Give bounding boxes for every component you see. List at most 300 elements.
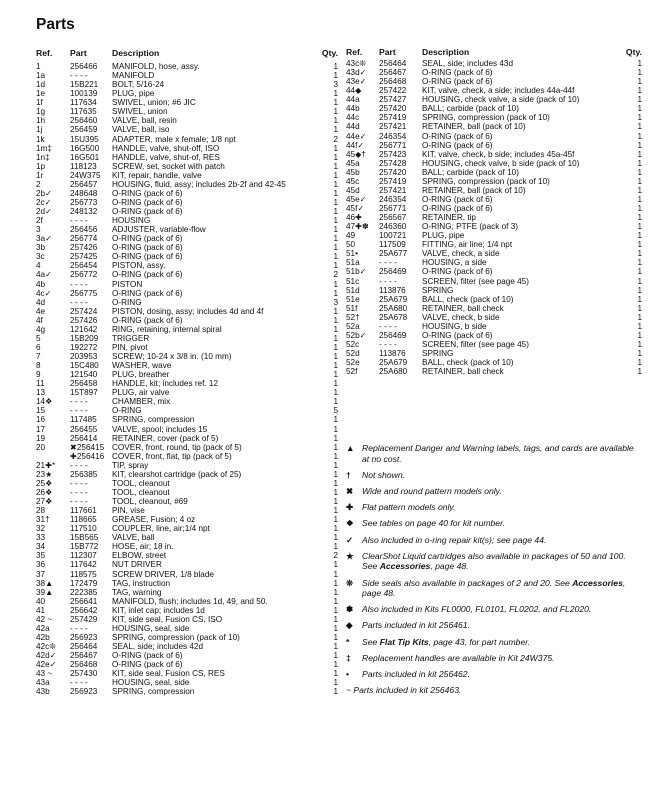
description-cell: PISTON	[112, 279, 143, 289]
description-cell: TAG, instruction	[112, 578, 171, 588]
footnote	[346, 637, 642, 648]
part-cell: 256467	[379, 68, 407, 78]
qty-cell: 1	[637, 122, 642, 132]
table-row	[36, 325, 338, 334]
qty-cell: 1	[333, 487, 338, 497]
qty-cell: 1	[333, 433, 338, 443]
ref-cell: 1k	[36, 134, 45, 144]
ref-cell: 51d	[346, 285, 360, 295]
description-cell: O-RING (pack of 6)	[112, 270, 183, 280]
table-row	[346, 222, 642, 231]
table-row	[36, 316, 338, 325]
qty-cell: 1	[333, 170, 338, 180]
qty-cell: 1	[637, 258, 642, 268]
qty-cell: 1	[637, 158, 642, 168]
part-cell: - - - -	[379, 321, 397, 331]
qty-cell: 1	[637, 77, 642, 87]
qty-cell: 1	[637, 240, 642, 250]
footnote-text: See Flat Tip Kits, page 43, for part number.	[362, 636, 531, 647]
ref-cell: 2d✓	[36, 207, 52, 216]
footnote	[346, 620, 642, 631]
ref-cell: 52a	[346, 321, 360, 331]
ref-cell: 11	[36, 379, 45, 389]
description-cell: RETAINER, ball check	[422, 367, 504, 377]
ref-cell: 1g	[36, 107, 46, 117]
qty-cell: 1	[333, 188, 338, 198]
footnote-text: Side seals also available in packages of 2 and 20. See Accessories, page 48.	[362, 577, 626, 599]
ref-cell: 21✚*	[36, 460, 56, 470]
part-cell: 256468	[70, 660, 98, 670]
table-row	[36, 470, 338, 479]
description-cell: COVER, front, round, tip (pack of 5)	[112, 442, 242, 452]
description-cell: BALL; carbide (pack of 10)	[422, 104, 519, 114]
qty-cell: 1	[333, 288, 338, 298]
qty-cell: 1	[637, 312, 642, 322]
qty-cell: 1	[637, 149, 642, 159]
ref-cell: 42b	[36, 632, 50, 642]
description-cell: HANDLE, kit; includes ref. 12	[112, 379, 219, 389]
description-cell: O-RING (pack of 6)	[422, 204, 493, 213]
description-cell: O-RING	[112, 297, 142, 307]
qty-cell: 1	[333, 524, 338, 534]
part-cell: 172479	[70, 578, 98, 588]
qty-cell: 1	[637, 59, 642, 68]
part-cell: 257430	[70, 669, 98, 679]
part-cell: 257422	[379, 86, 407, 96]
table-row	[36, 298, 338, 307]
table-row	[36, 452, 338, 461]
description-cell: RING, retaining, internal spiral	[112, 324, 222, 334]
description-cell: HOSE, air; 18 in.	[112, 542, 174, 552]
part-cell: 203953	[70, 352, 98, 361]
part-cell: - - - -	[70, 297, 88, 307]
table-row	[36, 497, 338, 506]
table-row	[36, 343, 338, 352]
qty-cell: 1	[637, 176, 642, 186]
qty-cell: 3	[333, 80, 338, 90]
part-cell: - - - -	[70, 279, 88, 289]
ref-cell: 45c	[346, 176, 360, 186]
table-row	[346, 367, 642, 376]
description-cell: PIN, vise	[112, 506, 145, 516]
qty-cell: 1	[333, 497, 338, 506]
qty-cell: 1	[637, 86, 642, 96]
part-cell: 15T897	[70, 388, 98, 398]
part-cell: 117634	[70, 98, 97, 108]
description-cell: SWIVEL, union	[112, 107, 168, 117]
ref-cell: 1a	[36, 71, 46, 81]
ref-cell: 3	[36, 225, 41, 235]
description-cell: O-RING (pack of 6)	[112, 288, 183, 298]
part-cell: 256456	[70, 225, 98, 235]
ref-cell: 7	[36, 352, 41, 361]
part-cell: 257424	[70, 306, 98, 316]
ref-cell: 44◆	[346, 86, 362, 96]
ref-cell: 1h	[36, 116, 46, 126]
ref-cell: 45◆†	[346, 149, 366, 159]
part-cell: 256775	[70, 288, 98, 298]
ref-cell: 42c❊	[36, 642, 57, 651]
description-cell: O-RING (pack of 6)	[422, 68, 493, 78]
part-cell: 257419	[379, 176, 407, 186]
ref-cell: 2c✓	[36, 197, 52, 207]
table-row	[346, 177, 642, 186]
qty-cell: 1	[333, 460, 338, 470]
qty-cell: 1	[333, 632, 338, 642]
table-row	[346, 77, 642, 86]
qty-cell: 1	[333, 379, 338, 389]
ref-cell: 26❖	[36, 487, 53, 497]
description-cell: VALVE, check, b side	[422, 312, 500, 322]
ref-cell: 1f	[36, 98, 43, 108]
ref-cell: 20	[36, 442, 46, 452]
description-cell: KIT, clearshot cartridge (pack of 25)	[112, 469, 242, 479]
part-cell: 16G500	[70, 143, 100, 153]
part-cell: 256464	[70, 642, 98, 651]
description-cell: PISTON, assy.	[112, 261, 166, 271]
description-cell: HANDLE, valve, shut-of, RES	[112, 152, 220, 162]
qty-cell: 1	[333, 424, 338, 434]
table-row	[346, 204, 642, 213]
part-cell: - - - -	[70, 397, 88, 407]
table-row	[346, 277, 642, 286]
description-cell: O-RING (pack of 6)	[112, 651, 183, 661]
description-cell: SPRING	[422, 349, 454, 358]
part-cell: 256923	[70, 632, 98, 642]
qty-cell: 1	[333, 478, 338, 488]
part-cell: 113876	[379, 285, 406, 295]
description-cell: SCREW, set, socket with patch	[112, 161, 225, 171]
ref-cell: 4d	[36, 297, 46, 307]
part-cell: 246360	[379, 222, 407, 232]
ref-cell: 1e	[36, 89, 46, 99]
qty-cell: 1	[637, 276, 642, 286]
ref-cell: 1r	[36, 170, 44, 180]
table-row	[36, 570, 338, 579]
part-cell: 25A678	[379, 312, 408, 322]
footnote	[346, 470, 642, 481]
table-row	[36, 289, 338, 298]
table-row	[346, 141, 642, 150]
qty-cell: 1	[333, 669, 338, 679]
description-cell: SEAL, side; includes 42d	[112, 642, 204, 651]
part-cell: 257425	[70, 252, 98, 262]
ref-cell: 1d	[36, 80, 46, 90]
qty-cell: 1	[637, 194, 642, 204]
ref-cell: 3a✓	[36, 234, 52, 244]
qty-cell: 1	[637, 95, 642, 105]
footnote	[346, 535, 642, 546]
description-cell: COUPLER, line, air;1/4 npt	[112, 524, 210, 534]
qty-cell: 1	[333, 333, 338, 343]
qty-cell: 1	[637, 294, 642, 304]
ref-cell: 4f	[36, 315, 43, 325]
part-cell: 257426	[70, 243, 98, 253]
part-cell: 25A679	[379, 294, 408, 304]
part-cell: 118665	[70, 515, 97, 525]
table-row	[36, 243, 338, 252]
qty-cell: 1	[333, 614, 338, 624]
footnote	[346, 653, 642, 664]
table-row	[36, 198, 338, 207]
ref-cell: 50	[346, 240, 356, 250]
description-cell: KIT, side seal, Fusion CS, RES	[112, 669, 225, 679]
qty-cell: 1	[333, 361, 338, 371]
ref-cell: 47✚✽	[346, 222, 369, 232]
description-cell: O-RING (pack of 6)	[422, 131, 493, 141]
description-cell: O-RING (pack of 6)	[112, 315, 183, 325]
part-cell: 256454	[70, 261, 98, 271]
table-row	[36, 171, 338, 180]
ref-cell: 38▲	[36, 578, 54, 588]
description-cell: VALVE, check, a side	[422, 249, 500, 259]
part-cell: 256774	[70, 234, 98, 244]
part-cell: - - - -	[70, 478, 88, 488]
ref-cell: 45f✓	[346, 204, 365, 213]
ref-cell: 51a	[346, 258, 360, 268]
table-row	[346, 132, 642, 141]
part-cell: 118123	[70, 161, 97, 171]
table-row	[36, 280, 338, 289]
qty-cell: 1	[333, 623, 338, 633]
description-cell: O-RING (pack of 6)	[112, 234, 183, 244]
table-row	[36, 352, 338, 361]
ref-cell: 46✚	[346, 213, 362, 223]
qty-cell: 1	[333, 107, 338, 117]
table-row	[36, 606, 338, 615]
table-header	[346, 47, 642, 58]
qty-cell: 1	[637, 321, 642, 331]
page-title: Parts	[36, 16, 75, 33]
ref-cell: 51•	[346, 249, 358, 259]
table-row	[346, 168, 642, 177]
header-ref: Ref.	[36, 48, 53, 58]
part-cell: 256641	[70, 596, 98, 606]
qty-cell: 1	[637, 303, 642, 313]
ref-cell: 4	[36, 261, 41, 271]
ref-cell: 52e	[346, 358, 360, 368]
description-cell: BALL; carbide (pack of 10)	[422, 167, 519, 177]
description-cell: MANIFOLD	[112, 71, 155, 81]
description-cell: O-RING (pack of 6)	[112, 243, 183, 253]
footnote	[346, 486, 642, 497]
ref-cell: 51b✓	[346, 267, 367, 277]
description-cell: HOUSING, fluid, assy; includes 2b-2f and 42-45	[112, 179, 286, 189]
part-cell: 121540	[70, 370, 98, 380]
ref-cell	[36, 452, 70, 461]
part-cell: 117509	[379, 240, 406, 250]
part-cell: - - - -	[70, 216, 88, 226]
part-cell: 256385	[70, 469, 98, 479]
part-cell: 257420	[379, 167, 407, 177]
description-cell: HANDLE, valve, shut-off, ISO	[112, 143, 220, 153]
ref-cell: 16	[36, 415, 46, 425]
ref-cell: 49	[346, 231, 356, 241]
qty-cell: 1	[333, 515, 338, 525]
table-row	[36, 261, 338, 270]
qty-cell: 1	[333, 116, 338, 126]
part-cell: 248648	[70, 188, 98, 198]
description-cell: O-RING (pack of 6)	[112, 188, 183, 198]
part-cell: 15B209	[70, 333, 99, 343]
footnote	[346, 685, 642, 696]
part-cell: 25A677	[379, 249, 408, 259]
qty-cell: 1	[333, 370, 338, 380]
qty-cell: 1	[333, 542, 338, 552]
qty-cell: 1	[637, 367, 642, 377]
description-cell: BOLT; 5/16-24	[112, 80, 165, 90]
ref-cell: 13	[36, 388, 46, 398]
table-row	[36, 153, 338, 162]
footnote-symbol: ✓	[346, 534, 354, 545]
part-cell: - - - -	[70, 406, 88, 416]
ref-cell: 2b✓	[36, 188, 52, 198]
ref-cell: 5	[36, 333, 41, 343]
parts-table-right	[346, 47, 642, 376]
part-cell: 117642	[70, 560, 97, 570]
qty-cell: 1	[637, 358, 642, 368]
part-cell: 257429	[70, 614, 98, 624]
description-cell: PISTON, dosing, assy; includes 4d and 4f	[112, 306, 264, 316]
ref-cell: 42 ~	[36, 614, 53, 624]
ref-cell: 3c	[36, 252, 45, 262]
part-cell: 256923	[70, 687, 98, 697]
qty-cell: 1	[333, 342, 338, 352]
table-row	[346, 313, 642, 322]
ref-cell: 2f	[36, 216, 43, 226]
table-row	[36, 415, 338, 424]
table-row	[36, 125, 338, 134]
description-cell: O-RING	[112, 406, 142, 416]
qty-cell: 1	[333, 578, 338, 588]
table-row	[36, 542, 338, 551]
description-cell: SCREW; 10-24 x 3/8 in. (10 mm)	[112, 352, 232, 361]
table-row	[36, 98, 338, 107]
description-cell: PIN, pivot	[112, 342, 148, 352]
qty-cell: 1	[333, 569, 338, 579]
ref-cell: 1m‡	[36, 143, 52, 153]
header-ref: Ref.	[346, 47, 363, 57]
footnote	[346, 669, 642, 680]
qty-cell: 3	[333, 297, 338, 307]
description-cell: RETAINER, ball (pack of 10)	[422, 122, 526, 132]
table-row	[346, 213, 642, 222]
table-row	[346, 331, 642, 340]
description-cell: KIT, repair, handle, valve	[112, 170, 202, 180]
table-row	[36, 252, 338, 261]
qty-cell: 1	[333, 506, 338, 516]
ref-cell: 1j	[36, 125, 43, 135]
part-cell: 257427	[379, 95, 407, 105]
description-cell: O-RING (pack of 6)	[112, 197, 183, 207]
table-row	[36, 307, 338, 316]
table-row	[36, 370, 338, 379]
part-cell: 117510	[70, 524, 97, 534]
qty-cell: 1	[333, 98, 338, 108]
description-cell: PLUG, breather	[112, 370, 170, 380]
description-cell: VALVE, spool; includes 15	[112, 424, 208, 434]
qty-cell: 1	[637, 267, 642, 277]
table-row	[36, 216, 338, 225]
qty-cell: 1	[333, 261, 338, 271]
ref-cell: 44c	[346, 113, 360, 123]
part-cell: 256458	[70, 379, 98, 389]
footnote-text: Parts included in kit 256461.	[362, 620, 470, 631]
table-row	[36, 397, 338, 406]
footnote-symbol: ◆	[346, 620, 353, 631]
table-row	[346, 240, 642, 249]
table-row	[36, 687, 338, 696]
qty-cell: 1	[333, 596, 338, 606]
ref-cell: 42d✓	[36, 651, 57, 661]
description-cell: NUT DRIVER	[112, 560, 162, 570]
qty-cell: 1	[333, 533, 338, 543]
qty-cell: 1	[333, 560, 338, 570]
ref-cell: 6	[36, 342, 41, 352]
footnote-text: Wide and round pattern models only.	[362, 485, 502, 496]
ref-cell: 52c	[346, 339, 360, 349]
qty-cell: 1	[333, 687, 338, 697]
qty-cell: 2	[333, 270, 338, 280]
description-cell: ADJUSTER, variable-flow	[112, 225, 206, 235]
qty-cell: 5	[333, 406, 338, 416]
part-cell: 256642	[70, 605, 98, 615]
ref-cell: 4g	[36, 324, 46, 334]
qty-cell: 1	[333, 605, 338, 615]
footnote-symbol: ❊	[346, 577, 354, 588]
ref-cell: 23★	[36, 469, 53, 479]
table-body	[36, 62, 338, 696]
ref-cell: 40	[36, 596, 46, 606]
footnote-text: Not shown.	[362, 469, 405, 480]
table-row	[36, 524, 338, 533]
part-cell: - - - -	[379, 258, 397, 268]
footnote-text: ClearShot Liquid cartridges also available in packages of 50 and 100. See Accessories, page 48.	[362, 550, 626, 572]
part-cell: 256771	[379, 204, 407, 213]
footnote-symbol: ‡	[346, 652, 351, 663]
table-row	[346, 349, 642, 358]
table-row	[36, 71, 338, 80]
qty-cell: 1	[637, 249, 642, 259]
description-cell: BALL, check (pack of 10)	[422, 358, 514, 368]
qty-cell: 1	[333, 352, 338, 361]
description-cell: O-RING; PTFE (pack of 3)	[422, 222, 518, 232]
table-row	[36, 651, 338, 660]
footnote-text: See tables on page 40 for kit number.	[362, 518, 506, 529]
qty-cell: 1	[333, 306, 338, 316]
part-cell: 121642	[70, 324, 98, 334]
ref-cell: 28	[36, 506, 46, 516]
qty-cell: 1	[333, 660, 338, 670]
part-cell: 256567	[379, 213, 407, 223]
description-cell: TRIGGER	[112, 333, 150, 343]
description-cell: HOUSING, check valve, b side (pack of 10)	[422, 158, 580, 168]
qty-cell: 1	[637, 330, 642, 340]
part-cell: - - - -	[70, 623, 88, 633]
part-cell: 256469	[379, 267, 407, 277]
footnote	[346, 551, 642, 572]
table-row	[36, 597, 338, 606]
description-cell: SPRING, compression	[112, 687, 195, 697]
ref-cell: 3b	[36, 243, 46, 253]
part-cell: 257426	[70, 315, 98, 325]
part-cell: 118575	[70, 569, 97, 579]
ref-cell: 44d	[346, 122, 360, 132]
part-cell: 246354	[379, 131, 407, 141]
ref-cell: 34	[36, 542, 46, 552]
description-cell: MANIFOLD, hose, assy.	[112, 62, 200, 71]
description-cell: VALVE, ball	[112, 533, 155, 543]
